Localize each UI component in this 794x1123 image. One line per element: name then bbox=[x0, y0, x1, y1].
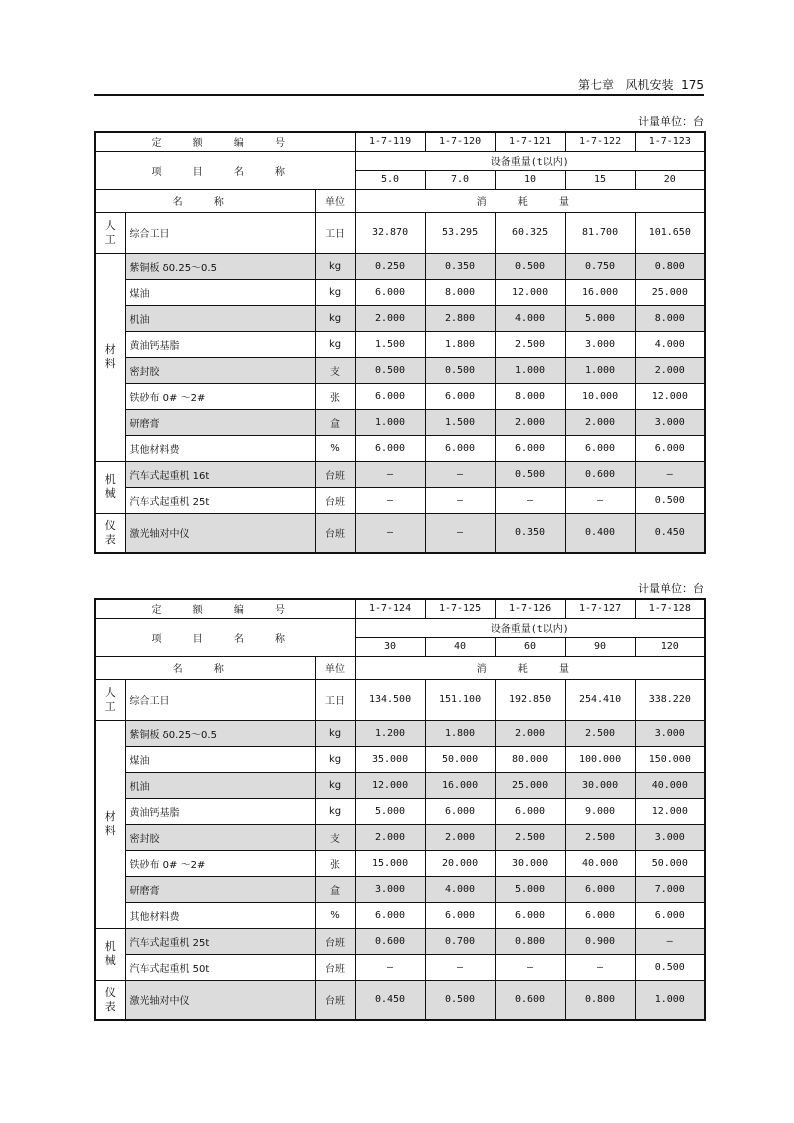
value-cell: 6.000 bbox=[355, 383, 425, 409]
value-cell: 6.000 bbox=[565, 902, 635, 928]
value-cell: 4.000 bbox=[425, 876, 495, 902]
value-cell: 6.000 bbox=[565, 435, 635, 461]
material-category-chars bbox=[96, 810, 125, 838]
labor-row bbox=[95, 679, 705, 720]
value-cell: 254.410 bbox=[565, 679, 635, 720]
name-column-header: 名 称 bbox=[95, 656, 315, 679]
machinery-category-chars bbox=[96, 940, 125, 968]
material-row bbox=[95, 824, 705, 850]
material-category-char: 材 bbox=[104, 810, 116, 823]
resource-unit: kg bbox=[315, 253, 355, 279]
resource-name: 综合工日 bbox=[125, 679, 315, 720]
material-row bbox=[95, 772, 705, 798]
header-rule bbox=[94, 94, 704, 96]
labor-row bbox=[95, 212, 705, 253]
material-row bbox=[95, 383, 705, 409]
weight-value: 30 bbox=[355, 637, 425, 656]
value-cell: 12.000 bbox=[355, 772, 425, 798]
weight-label-row bbox=[95, 151, 705, 170]
quota-code-label: 定 额 编 号 bbox=[95, 599, 355, 618]
material-category-char: 料 bbox=[104, 357, 116, 370]
value-cell: 25.000 bbox=[635, 279, 705, 305]
weight-value: 20 bbox=[635, 170, 705, 189]
labor-category bbox=[95, 679, 125, 720]
instrument-row bbox=[95, 513, 705, 553]
value-cell: 0.450 bbox=[635, 513, 705, 553]
value-cell: 1.800 bbox=[425, 331, 495, 357]
instrument-category bbox=[95, 980, 125, 1020]
value-cell: 16.000 bbox=[425, 772, 495, 798]
resource-unit: kg bbox=[315, 720, 355, 746]
value-cell: 0.600 bbox=[495, 980, 565, 1020]
value-cell: 60.325 bbox=[495, 212, 565, 253]
unit-column-header: 单位 bbox=[315, 189, 355, 212]
resource-unit: 盒 bbox=[315, 876, 355, 902]
value-cell: 80.000 bbox=[495, 746, 565, 772]
material-row bbox=[95, 357, 705, 383]
material-row bbox=[95, 305, 705, 331]
resource-name: 汽车式起重机 25t bbox=[125, 487, 315, 513]
instrument-row bbox=[95, 980, 705, 1020]
table-body bbox=[95, 599, 705, 1020]
value-cell: — bbox=[425, 513, 495, 553]
resource-name: 汽车式起重机 16t bbox=[125, 461, 315, 487]
resource-name: 铁砂布 0# ～2# bbox=[125, 850, 315, 876]
instrument-category-char: 仪 bbox=[104, 985, 116, 999]
value-cell: 0.500 bbox=[355, 357, 425, 383]
quota-code-row bbox=[95, 132, 705, 151]
labor-category-chars bbox=[96, 219, 125, 247]
page-header-text bbox=[578, 76, 704, 93]
material-category-chars bbox=[96, 343, 125, 371]
labor-category-char: 人 bbox=[104, 218, 116, 232]
value-cell: 2.500 bbox=[495, 824, 565, 850]
weight-value: 40 bbox=[425, 637, 495, 656]
value-cell: 6.000 bbox=[635, 435, 705, 461]
value-cell: 16.000 bbox=[565, 279, 635, 305]
labor-category-char: 工 bbox=[104, 232, 116, 246]
resource-unit: 工日 bbox=[315, 212, 355, 253]
weight-value: 15 bbox=[565, 170, 635, 189]
resource-unit: % bbox=[315, 902, 355, 928]
unit-note: 计量单位：台 bbox=[638, 582, 704, 595]
value-cell: 4.000 bbox=[635, 331, 705, 357]
machinery-category-char: 械 bbox=[104, 954, 116, 967]
quota-code: 1-7-119 bbox=[355, 132, 425, 151]
value-cell: 0.900 bbox=[565, 928, 635, 954]
weight-label: 设备重量(t以内) bbox=[355, 618, 705, 637]
value-cell: 50.000 bbox=[635, 850, 705, 876]
resource-name: 黄油钙基脂 bbox=[125, 331, 315, 357]
material-category bbox=[95, 253, 125, 461]
value-cell: 151.100 bbox=[425, 679, 495, 720]
column-header-row bbox=[95, 189, 705, 212]
resource-name: 紫铜板 δ0.25～0.5 bbox=[125, 720, 315, 746]
value-cell: 15.000 bbox=[355, 850, 425, 876]
value-cell: — bbox=[355, 487, 425, 513]
quota-code: 1-7-127 bbox=[565, 599, 635, 618]
consumption-header: 消 耗 量 bbox=[355, 189, 705, 212]
table-body bbox=[95, 132, 705, 553]
value-cell: 0.600 bbox=[355, 928, 425, 954]
labor-category bbox=[95, 212, 125, 253]
value-cell: 3.000 bbox=[635, 409, 705, 435]
value-cell: 53.295 bbox=[425, 212, 495, 253]
value-cell: 2.000 bbox=[355, 305, 425, 331]
material-row bbox=[95, 850, 705, 876]
name-column-header: 名 称 bbox=[95, 189, 315, 212]
value-cell: 0.750 bbox=[565, 253, 635, 279]
page-header bbox=[94, 66, 704, 96]
resource-name: 汽车式起重机 50t bbox=[125, 954, 315, 980]
value-cell: — bbox=[425, 954, 495, 980]
value-cell: 0.350 bbox=[495, 513, 565, 553]
value-cell: — bbox=[565, 954, 635, 980]
value-cell: 3.000 bbox=[355, 876, 425, 902]
unit-note: 计量单位：台 bbox=[638, 115, 704, 128]
value-cell: 4.000 bbox=[495, 305, 565, 331]
value-cell: 1.000 bbox=[495, 357, 565, 383]
item-name-label: 项 目 名 称 bbox=[95, 618, 355, 656]
value-cell: 12.000 bbox=[495, 279, 565, 305]
resource-name: 激光轴对中仪 bbox=[125, 980, 315, 1020]
labor-category-chars bbox=[96, 686, 125, 714]
value-cell: 3.000 bbox=[635, 720, 705, 746]
unit-column-header: 单位 bbox=[315, 656, 355, 679]
labor-category-char: 工 bbox=[104, 699, 116, 713]
value-cell: 2.500 bbox=[565, 824, 635, 850]
page-number: 175 bbox=[681, 78, 704, 92]
resource-name: 煤油 bbox=[125, 279, 315, 305]
material-row bbox=[95, 253, 705, 279]
value-cell: — bbox=[495, 487, 565, 513]
value-cell: 35.000 bbox=[355, 746, 425, 772]
value-cell: 25.000 bbox=[495, 772, 565, 798]
resource-unit: kg bbox=[315, 746, 355, 772]
value-cell: — bbox=[425, 487, 495, 513]
resource-name: 铁砂布 0# ～2# bbox=[125, 383, 315, 409]
resource-unit: 台班 bbox=[315, 928, 355, 954]
value-cell: 12.000 bbox=[635, 798, 705, 824]
chapter-title: 风机安装 bbox=[625, 78, 674, 92]
quota-table bbox=[94, 598, 706, 1021]
value-cell: 30.000 bbox=[565, 772, 635, 798]
material-row bbox=[95, 798, 705, 824]
value-cell: 6.000 bbox=[355, 279, 425, 305]
column-header-row bbox=[95, 656, 705, 679]
resource-unit: 工日 bbox=[315, 679, 355, 720]
resource-unit: 台班 bbox=[315, 980, 355, 1020]
instrument-category-chars bbox=[96, 519, 125, 547]
weight-label-row bbox=[95, 618, 705, 637]
value-cell: 101.650 bbox=[635, 212, 705, 253]
value-cell: 1.000 bbox=[565, 357, 635, 383]
material-row bbox=[95, 331, 705, 357]
resource-name: 研磨膏 bbox=[125, 876, 315, 902]
resource-unit: 台班 bbox=[315, 513, 355, 553]
value-cell: 0.500 bbox=[495, 461, 565, 487]
value-cell: 30.000 bbox=[495, 850, 565, 876]
material-category-char: 料 bbox=[104, 824, 116, 837]
value-cell: 3.000 bbox=[565, 331, 635, 357]
value-cell: 5.000 bbox=[565, 305, 635, 331]
value-cell: 6.000 bbox=[425, 383, 495, 409]
value-cell: — bbox=[635, 461, 705, 487]
value-cell: 0.350 bbox=[425, 253, 495, 279]
value-cell: 6.000 bbox=[355, 435, 425, 461]
machinery-category bbox=[95, 461, 125, 513]
value-cell: 0.400 bbox=[565, 513, 635, 553]
value-cell: 40.000 bbox=[635, 772, 705, 798]
resource-unit: % bbox=[315, 435, 355, 461]
value-cell: 12.000 bbox=[635, 383, 705, 409]
resource-unit: kg bbox=[315, 305, 355, 331]
weight-value: 60 bbox=[495, 637, 565, 656]
instrument-category-char: 表 bbox=[104, 999, 116, 1013]
weight-value: 7.0 bbox=[425, 170, 495, 189]
weight-value: 5.0 bbox=[355, 170, 425, 189]
resource-unit: 张 bbox=[315, 383, 355, 409]
resource-unit: kg bbox=[315, 772, 355, 798]
resource-name: 其他材料费 bbox=[125, 435, 315, 461]
value-cell: 6.000 bbox=[495, 435, 565, 461]
weight-value: 10 bbox=[495, 170, 565, 189]
machinery-category-chars bbox=[96, 473, 125, 501]
resource-name: 密封胶 bbox=[125, 824, 315, 850]
value-cell: 100.000 bbox=[565, 746, 635, 772]
value-cell: 6.000 bbox=[425, 798, 495, 824]
value-cell: 0.800 bbox=[565, 980, 635, 1020]
value-cell: 8.000 bbox=[425, 279, 495, 305]
value-cell: 2.500 bbox=[495, 331, 565, 357]
resource-name: 煤油 bbox=[125, 746, 315, 772]
value-cell: 1.000 bbox=[355, 409, 425, 435]
value-cell: 9.000 bbox=[565, 798, 635, 824]
resource-name: 密封胶 bbox=[125, 357, 315, 383]
quota-code-row bbox=[95, 599, 705, 618]
value-cell: 20.000 bbox=[425, 850, 495, 876]
value-cell: 2.000 bbox=[495, 409, 565, 435]
material-category-char: 材 bbox=[104, 343, 116, 356]
resource-unit: 台班 bbox=[315, 954, 355, 980]
value-cell: 1.500 bbox=[425, 409, 495, 435]
value-cell: — bbox=[495, 954, 565, 980]
value-cell: 2.500 bbox=[565, 720, 635, 746]
value-cell: 134.500 bbox=[355, 679, 425, 720]
value-cell: 5.000 bbox=[495, 876, 565, 902]
resource-unit: kg bbox=[315, 279, 355, 305]
resource-unit: kg bbox=[315, 331, 355, 357]
value-cell: 6.000 bbox=[425, 902, 495, 928]
instrument-category bbox=[95, 513, 125, 553]
material-row bbox=[95, 902, 705, 928]
material-row bbox=[95, 720, 705, 746]
value-cell: 2.800 bbox=[425, 305, 495, 331]
quota-code: 1-7-120 bbox=[425, 132, 495, 151]
resource-name: 机油 bbox=[125, 772, 315, 798]
resource-unit: 盒 bbox=[315, 409, 355, 435]
quota-code-label: 定 额 编 号 bbox=[95, 132, 355, 151]
value-cell: 2.000 bbox=[565, 409, 635, 435]
value-cell: 192.850 bbox=[495, 679, 565, 720]
value-cell: 0.500 bbox=[425, 980, 495, 1020]
machinery-row bbox=[95, 954, 705, 980]
chapter-label: 第七章 bbox=[577, 78, 614, 92]
value-cell: 6.000 bbox=[355, 902, 425, 928]
resource-name: 综合工日 bbox=[125, 212, 315, 253]
value-cell: — bbox=[635, 928, 705, 954]
machinery-category-char: 械 bbox=[104, 487, 116, 500]
value-cell: 40.000 bbox=[565, 850, 635, 876]
item-name-label: 项 目 名 称 bbox=[95, 151, 355, 189]
value-cell: 6.000 bbox=[565, 876, 635, 902]
resource-name: 激光轴对中仪 bbox=[125, 513, 315, 553]
value-cell: 0.500 bbox=[635, 487, 705, 513]
material-row bbox=[95, 746, 705, 772]
machinery-row bbox=[95, 487, 705, 513]
material-row bbox=[95, 435, 705, 461]
value-cell: 0.600 bbox=[565, 461, 635, 487]
resource-name: 汽车式起重机 25t bbox=[125, 928, 315, 954]
value-cell: 32.870 bbox=[355, 212, 425, 253]
value-cell: — bbox=[355, 513, 425, 553]
quota-code: 1-7-124 bbox=[355, 599, 425, 618]
value-cell: 6.000 bbox=[425, 435, 495, 461]
value-cell: 2.000 bbox=[425, 824, 495, 850]
value-cell: 0.500 bbox=[495, 253, 565, 279]
quota-code: 1-7-121 bbox=[495, 132, 565, 151]
weight-value: 90 bbox=[565, 637, 635, 656]
quota-code: 1-7-126 bbox=[495, 599, 565, 618]
value-cell: 81.700 bbox=[565, 212, 635, 253]
value-cell: 3.000 bbox=[635, 824, 705, 850]
machinery-category-char: 机 bbox=[104, 473, 116, 486]
material-row bbox=[95, 876, 705, 902]
value-cell: 1.500 bbox=[355, 331, 425, 357]
value-cell: 0.500 bbox=[635, 954, 705, 980]
weight-label: 设备重量(t以内) bbox=[355, 151, 705, 170]
value-cell: 0.500 bbox=[425, 357, 495, 383]
value-cell: 6.000 bbox=[495, 798, 565, 824]
machinery-category bbox=[95, 928, 125, 980]
value-cell: 10.000 bbox=[565, 383, 635, 409]
value-cell: 1.000 bbox=[635, 980, 705, 1020]
value-cell: 7.000 bbox=[635, 876, 705, 902]
instrument-category-char: 表 bbox=[104, 532, 116, 546]
value-cell: 150.000 bbox=[635, 746, 705, 772]
value-cell: 5.000 bbox=[355, 798, 425, 824]
value-cell: — bbox=[355, 954, 425, 980]
instrument-category-chars bbox=[96, 986, 125, 1014]
resource-name: 研磨膏 bbox=[125, 409, 315, 435]
resource-unit: 台班 bbox=[315, 487, 355, 513]
consumption-header: 消 耗 量 bbox=[355, 656, 705, 679]
value-cell: 0.250 bbox=[355, 253, 425, 279]
machinery-category-char: 机 bbox=[104, 940, 116, 953]
resource-unit: 支 bbox=[315, 824, 355, 850]
value-cell: 6.000 bbox=[495, 902, 565, 928]
quota-code: 1-7-128 bbox=[635, 599, 705, 618]
quota-code: 1-7-125 bbox=[425, 599, 495, 618]
value-cell: 6.000 bbox=[635, 902, 705, 928]
resource-name: 其他材料费 bbox=[125, 902, 315, 928]
value-cell: 0.800 bbox=[635, 253, 705, 279]
resource-name: 黄油钙基脂 bbox=[125, 798, 315, 824]
value-cell: 8.000 bbox=[635, 305, 705, 331]
value-cell: 338.220 bbox=[635, 679, 705, 720]
value-cell: — bbox=[425, 461, 495, 487]
material-row bbox=[95, 409, 705, 435]
resource-name: 紫铜板 δ0.25～0.5 bbox=[125, 253, 315, 279]
quota-code: 1-7-123 bbox=[635, 132, 705, 151]
resource-unit: 支 bbox=[315, 357, 355, 383]
value-cell: 2.000 bbox=[495, 720, 565, 746]
value-cell: 2.000 bbox=[355, 824, 425, 850]
instrument-category-char: 仪 bbox=[104, 518, 116, 532]
value-cell: — bbox=[565, 487, 635, 513]
machinery-row bbox=[95, 928, 705, 954]
value-cell: 0.800 bbox=[495, 928, 565, 954]
value-cell: 8.000 bbox=[495, 383, 565, 409]
weight-value: 120 bbox=[635, 637, 705, 656]
machinery-row bbox=[95, 461, 705, 487]
resource-unit: 台班 bbox=[315, 461, 355, 487]
resource-unit: kg bbox=[315, 798, 355, 824]
value-cell: 0.700 bbox=[425, 928, 495, 954]
resource-name: 机油 bbox=[125, 305, 315, 331]
value-cell: 1.800 bbox=[425, 720, 495, 746]
value-cell: — bbox=[355, 461, 425, 487]
quota-table bbox=[94, 131, 706, 554]
value-cell: 1.200 bbox=[355, 720, 425, 746]
quota-code: 1-7-122 bbox=[565, 132, 635, 151]
labor-category-char: 人 bbox=[104, 685, 116, 699]
resource-unit: 张 bbox=[315, 850, 355, 876]
value-cell: 50.000 bbox=[425, 746, 495, 772]
material-row bbox=[95, 279, 705, 305]
value-cell: 2.000 bbox=[635, 357, 705, 383]
material-category bbox=[95, 720, 125, 928]
value-cell: 0.450 bbox=[355, 980, 425, 1020]
